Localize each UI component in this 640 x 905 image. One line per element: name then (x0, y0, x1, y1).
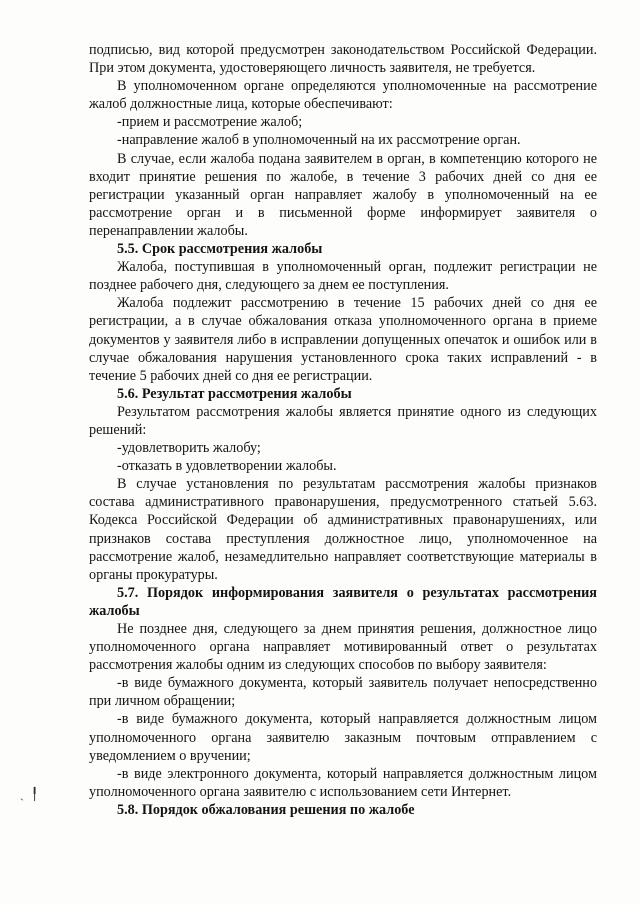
paragraph-result: Результатом рассмотрения жалобы является принятие одного из следующих решений: (89, 403, 597, 438)
list-item-forwarding: -направление жалоб в уполномоченный на их рассмотрение орган. (117, 132, 521, 149)
list-item-refuse: -отказать в удовлетворении жалобы. (117, 458, 337, 475)
document-body (89, 41, 597, 819)
heading-5-8: 5.8. Порядок обжалования решения по жалобе (117, 801, 415, 818)
paragraph-redirect: В случае, если жалоба подана заявителем в орган, в компетенцию которого не входит принятие решения по жалобе, в течение 3 рабочих дней со дня ее регистрации указанный орган направляет жалобу в уполномоченный на ее рассмотрение орган и в письменной форме информирует заявителя о перенаправлении жалобы. (89, 150, 597, 239)
list-item-paper-personal: -в виде бумажного документа, который заявитель получает непосредственно при личном обращении; (89, 675, 597, 710)
list-item-satisfy: -удовлетворить жалобу; (117, 440, 261, 457)
list-item-reception: -прием и рассмотрение жалоб; (117, 114, 303, 131)
paragraph-officials: В уполномоченном органе определяются уполномоченные на рассмотрение жалоб должностные лица, которые обеспечивают: (89, 78, 597, 113)
margin-mark: ˎ ╿ (20, 787, 41, 801)
paragraph-registration: Жалоба, поступившая в уполномоченный орган, подлежит регистрации не позднее рабочего дня, следующего за днем ее поступления. (89, 259, 597, 294)
heading-5-7: 5.7. Порядок информирования заявителя о результатах рассмотрения жалобы (89, 584, 597, 619)
heading-5-6: 5.6. Результат рассмотрения жалобы (117, 385, 352, 402)
list-item-electronic: -в виде электронного документа, который направляется должностным лицом уполномоченного органа заявителю с использованием сети Интернет. (89, 765, 597, 800)
list-item-paper-mail: -в виде бумажного документа, который направляется должностным лицом уполномоченного органа заявителю заказным почтовым отправлением с уведомлением о вручении; (89, 711, 597, 764)
paragraph-review-period: Жалоба подлежит рассмотрению в течение 15 рабочих дней со дня ее регистрации, а в случае обжалования отказа уполномоченного органа в приеме документов у заявителя либо в исправлении допущенных опечаток и ошибок или в случае обжалования нарушения установленного срока таких исправлений - в течение 5 рабочих дней со дня ее регистрации. (89, 295, 597, 384)
paragraph-signature: подписью, вид которой предусмотрен законодательством Российской Федерации. При этом документа, удостоверяющего личность заявителя, не требуется. (89, 42, 597, 77)
heading-5-5: 5.5. Срок рассмотрения жалобы (117, 241, 323, 258)
paragraph-notification: Не позднее дня, следующего за днем принятия решения, должностное лицо уполномоченного органа направляет мотивированный ответ о результатах рассмотрения жалобы одним из следующих способов по выбору заявителя: (89, 621, 597, 674)
paragraph-prosecution: В случае установления по результатам рассмотрения жалобы признаков состава административного правонарушения, предусмотренного статьей 5.63. Кодекса Российской Федерации об административных правонарушениях, или признаков состава преступления должностное лицо, уполномоченное на рассмотрение жалоб, незамедлительно направляет соответствующие материалы в органы прокуратуры. (89, 476, 597, 583)
